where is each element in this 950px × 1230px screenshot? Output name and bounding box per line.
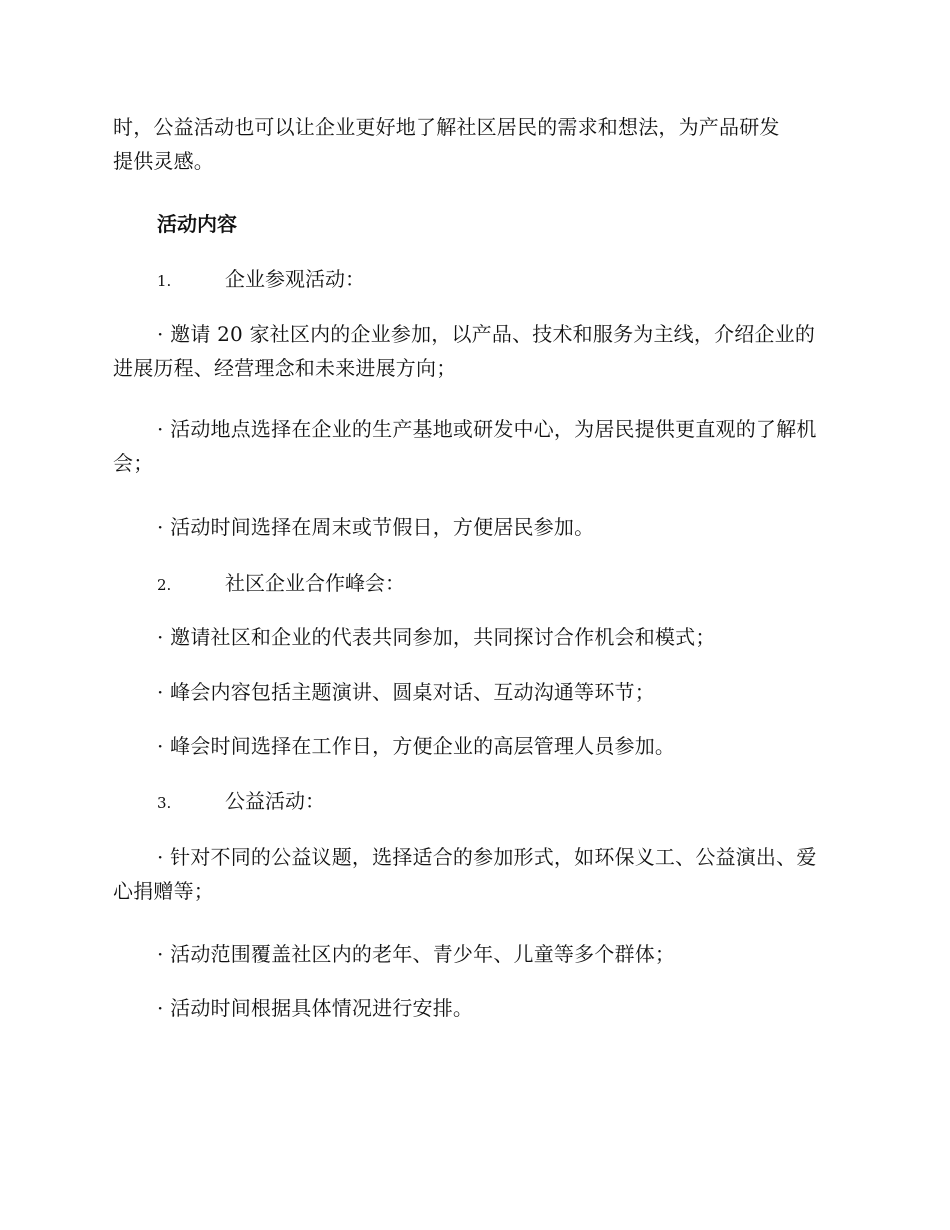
bullet-paragraph: · 峰会内容包括主题演讲、圆桌对话、互动沟通等环节； [157,680,655,704]
bullet-paragraph: · 峰会时间选择在工作日，方便企业的高层管理人员参加。 [157,734,676,758]
list-item-2-title-row [157,566,837,600]
intro-line-2: 提供灵感。 [113,149,214,173]
section-heading: 活动内容 [157,212,237,236]
bullet-paragraph: · 活动时间选择在周末或节假日，方便居民参加。 [157,515,595,539]
list-item-number: 1. [157,272,172,290]
bullet-paragraph: · 活动时间根据具体情况进行安排。 [157,996,474,1020]
list-item-1-title-row [157,262,837,296]
intro-paragraph [113,110,833,178]
intro-line-1: 时，公益活动也可以让企业更好地了解社区居民的需求和想法，为产品研发 [113,115,780,139]
bullet-paragraph: · 针对不同的公益议题，选择适合的参加形式，如环保义工、公益演出、爱心捐赠等； [113,845,817,903]
bullet-paragraph: · 邀请 20 家社区内的企业参加，以产品、技术和服务为主线，介绍企业的进展历程、经营理念和未来进展方向； [113,322,816,380]
list-item-3-title-row [157,784,837,818]
list-item-title: 企业参观活动： [225,267,365,291]
bullet-paragraph: · 活动地点选择在企业的生产基地或研发中心，为居民提供更直观的了解机会； [113,417,817,475]
list-item-number: 3. [157,794,172,812]
list-item-title: 社区企业合作峰会： [225,571,405,595]
bullet-paragraph: · 活动范围覆盖社区内的老年、青少年、儿童等多个群体； [157,942,676,966]
bullet-paragraph: · 邀请社区和企业的代表共同参加，共同探讨合作机会和模式； [157,625,716,649]
list-item-number: 2. [157,576,172,594]
list-item-title: 公益活动： [225,789,325,813]
